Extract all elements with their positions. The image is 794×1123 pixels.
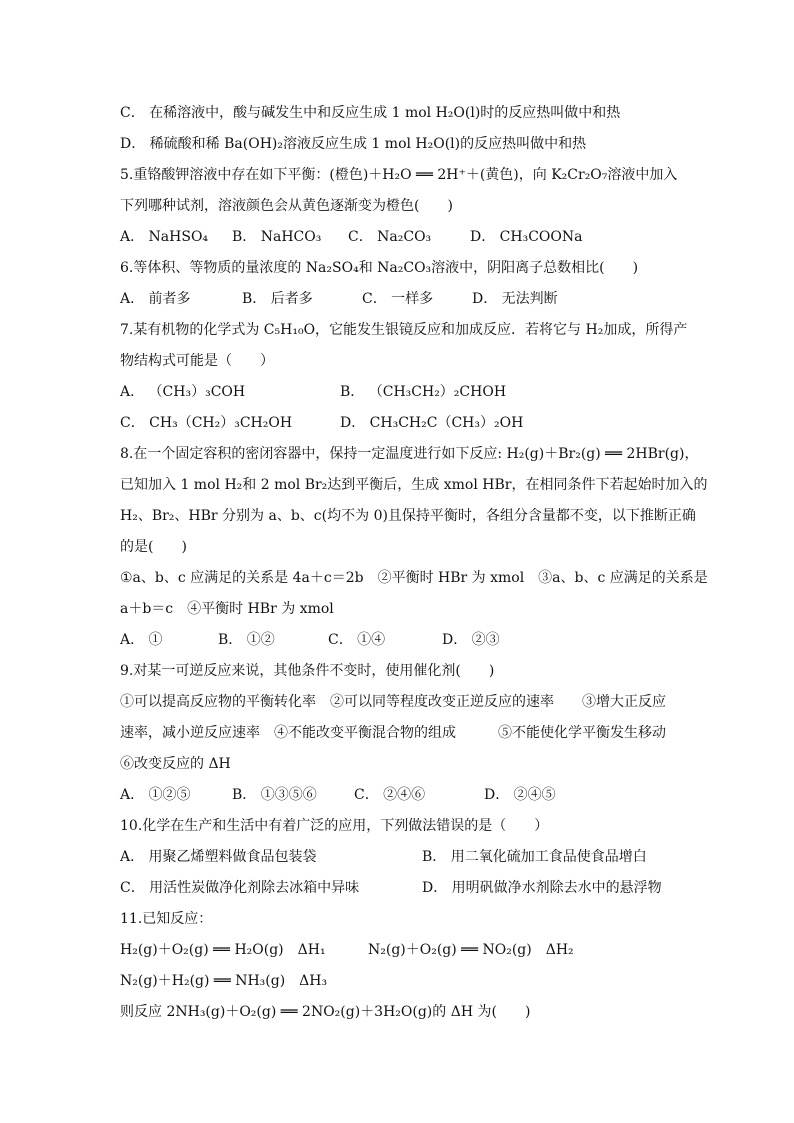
q9-statements-line-2: 速率，减小逆反应速率 ④不能改变平衡混合物的组成 ⑤不能使化学平衡发生移动 — [120, 725, 666, 741]
q9-option-c: C． ②④⑥ — [354, 787, 426, 803]
q10-option-c: C． 用活性炭做净化剂除去冰箱中异味 — [120, 880, 360, 896]
q9-option-b: B． ①③⑤⑥ — [232, 787, 317, 803]
q10-stem: 10.化学在生产和生活中有着广泛的应用，下列做法错误的是（ ） — [120, 818, 549, 834]
q6-option-c: C． 一样多 — [362, 291, 434, 307]
q7-option-a: A． （CH₃）₃COH — [120, 384, 246, 400]
q7-stem-line-2: 物结构式可能是（ ） — [120, 353, 274, 369]
q9-statements-line-3: ⑥改变反应的 ΔH — [120, 756, 231, 772]
q7-option-d: D． CH₃CH₂C（CH₃）₂OH — [340, 415, 524, 431]
q11-equation-2: N₂(g)＋O₂(g) ══ NO₂(g) ΔH₂ — [368, 942, 574, 958]
q9-option-a: A． ①②⑤ — [120, 787, 191, 803]
q9-statements-line-1: ①可以提高反应物的平衡转化率 ②可以同等程度改变正逆反应的速率 ③增大正反应 — [120, 694, 666, 710]
q9-stem: 9.对某一可逆反应来说，其他条件不变时，使用催化剂( ) — [120, 663, 495, 679]
q6-option-b: B． 后者多 — [242, 291, 313, 307]
q10-option-a: A． 用聚乙烯塑料做食品包装袋 — [120, 849, 317, 865]
q4-option-c: C． 在稀溶液中，酸与碱发生中和反应生成 1 mol H₂O(l)时的反应热叫做中和热 — [120, 105, 621, 121]
q8-statements-line-1: ①a、b、c 应满足的关系是 4a＋c＝2b ②平衡时 HBr 为 xmol ③a、b、c 应满足的关系是 — [120, 570, 708, 586]
q5-stem-line-2: 下列哪种试剂，溶液颜色会从黄色逐渐变为橙色( ) — [120, 198, 453, 214]
q7-option-b: B． （CH₃CH₂）₂CHOH — [340, 384, 507, 400]
q8-statements-line-2: a＋b＝c ④平衡时 HBr 为 xmol — [120, 601, 334, 617]
q10-option-b: B． 用二氧化硫加工食品使食品增白 — [422, 849, 647, 865]
q5-option-a: A． NaHSO₄ — [120, 229, 209, 245]
q8-option-a: A． ① — [120, 632, 163, 648]
q8-stem-line-1: 8.在一个固定容积的密闭容器中，保持一定温度进行如下反应: H₂(g)＋Br₂(g) ══ 2HBr(g)， — [120, 446, 699, 462]
q8-stem-line-3: H₂、Br₂、HBr 分别为 a、b、c(均不为 0)且保持平衡时，各组分含量都不变，以下推断正确 — [120, 508, 696, 524]
q6-stem: 6.等体积、等物质的量浓度的 Na₂SO₄和 Na₂CO₃溶液中，阴阳离子总数相比( ) — [120, 260, 639, 276]
q6-option-a: A． 前者多 — [120, 291, 191, 307]
q8-option-b: B． ①② — [218, 632, 275, 648]
q8-stem-line-2: 已知加入 1 mol H₂和 2 mol Br₂达到平衡后，生成 xmol HBr，在相同条件下若起始时加入的 — [120, 477, 708, 493]
q7-option-c: C． CH₃（CH₂）₃CH₂OH — [120, 415, 293, 431]
q10-option-d: D． 用明矾做净水剂除去水中的悬浮物 — [422, 880, 662, 896]
q9-option-d: D． ②④⑤ — [484, 787, 556, 803]
q8-option-c: C． ①④ — [328, 632, 386, 648]
q8-option-d: D． ②③ — [442, 632, 500, 648]
q4-option-d: D． 稀硫酸和稀 Ba(OH)₂溶液反应生成 1 mol H₂O(l)的反应热叫做中和热 — [120, 136, 587, 152]
q6-option-d: D． 无法判断 — [472, 291, 558, 307]
q8-stem-line-4: 的是( ) — [120, 539, 187, 555]
q5-stem-line-1: 5.重铬酸钾溶液中存在如下平衡：(橙色)＋H₂O ══ 2H⁺＋(黄色)，向 K₂Cr₂O₇溶液中加入 — [120, 167, 678, 183]
q5-option-b: B． NaHCO₃ — [232, 229, 322, 245]
q11-question: 则反应 2NH₃(g)＋O₂(g) ══ 2NO₂(g)＋3H₂O(g)的 ΔH 为( ) — [120, 1004, 531, 1020]
q11-equation-3: N₂(g)＋H₂(g) ══ NH₃(g) ΔH₃ — [120, 973, 328, 989]
q11-equation-1: H₂(g)＋O₂(g) ══ H₂O(g) ΔH₁ — [120, 942, 326, 958]
q5-option-c: C． Na₂CO₃ — [348, 229, 432, 245]
q7-stem-line-1: 7.某有机物的化学式为 C₅H₁₀O，它能发生银镜反应和加成反应．若将它与 H₂加成，所得产 — [120, 322, 688, 338]
q11-stem: 11.已知反应： — [120, 911, 213, 927]
q5-option-d: D． CH₃COONa — [470, 229, 583, 245]
